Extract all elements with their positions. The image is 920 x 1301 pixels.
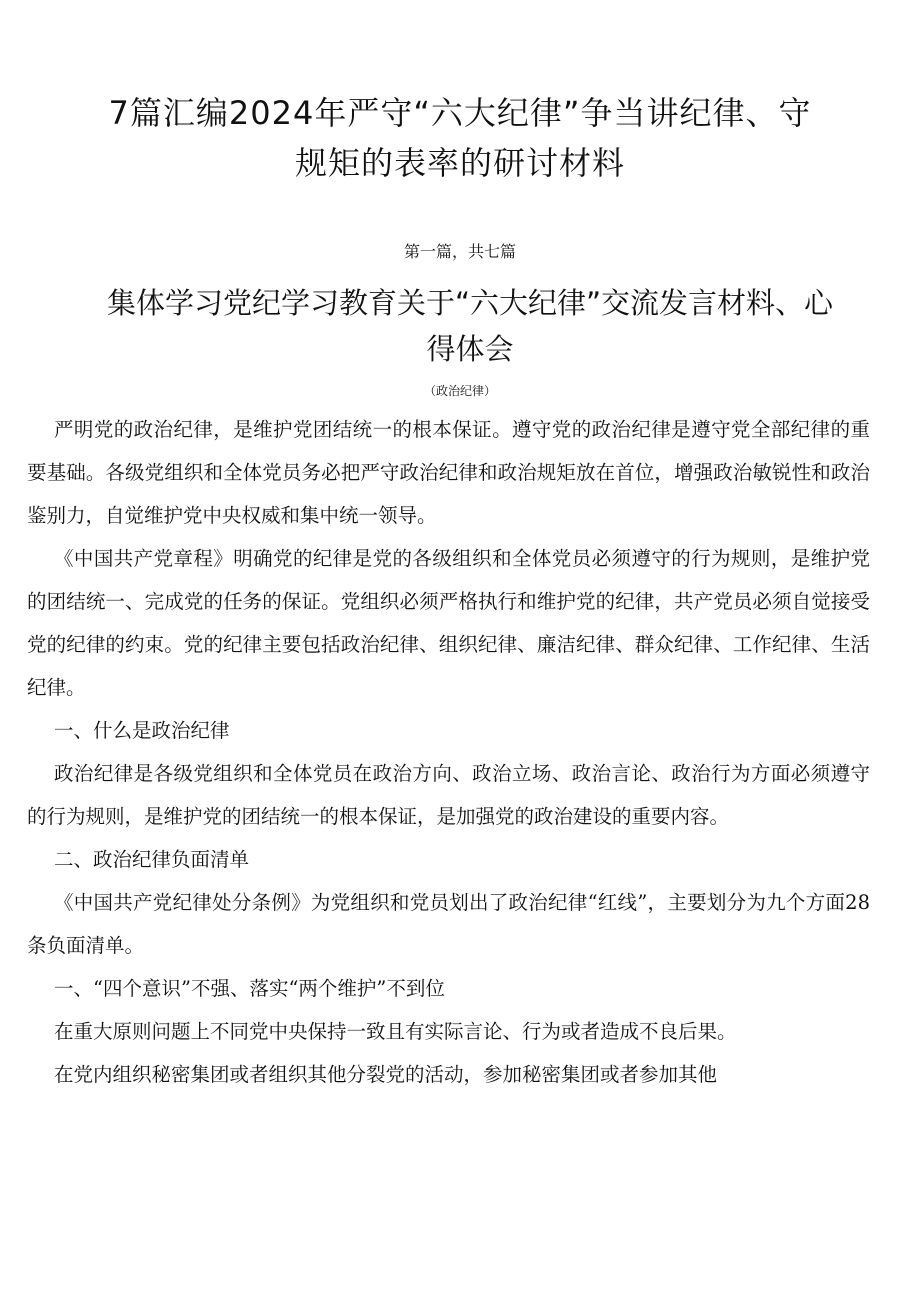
paragraph: 政治纪律是各级党组织和全体党员在政治方向、政治立场、政治言论、政治行为方面必须遵守的行为规则，是维护党的团结统一的根本保证，是加强党的政治建设的重要内容。 bbox=[27, 762, 870, 828]
document-title bbox=[60, 88, 860, 188]
body-text bbox=[27, 408, 870, 1096]
document-title-line-1: 7篇汇编2024年严守“六大纪律”争当讲纪律、守 bbox=[108, 94, 812, 132]
paragraph: 《中国共产党纪律处分条例》为党组织和党员划出了政治纪律“红线”，主要划分为九个方面28条负面清单。 bbox=[27, 891, 870, 957]
paragraph-heading: 一、“四个意识”不强、落实“两个维护”不到位 bbox=[54, 977, 445, 1000]
article-title-line-2: 得体会 bbox=[426, 332, 514, 366]
part-label: 第一篇，共七篇 bbox=[403, 242, 516, 261]
paragraph: 严明党的政治纪律，是维护党团结统一的根本保证。遵守党的政治纪律是遵守党全部纪律的重要基础。各级党组织和全体党员务必把严守政治纪律和政治规矩放在首位，增强政治敏锐性和政治鉴别力，自觉维护党中央权威和集中统一领导。 bbox=[27, 418, 870, 527]
section-tag: （政治纪律） bbox=[423, 384, 496, 398]
paragraph-heading: 一、什么是政治纪律 bbox=[54, 719, 230, 742]
paragraph: 在重大原则问题上不同党中央保持一致且有实际言论、行为或者造成不良后果。 bbox=[54, 1020, 737, 1043]
paragraph: 在党内组织秘密集团或者组织其他分裂党的活动，参加秘密集团或者参加其他 bbox=[54, 1063, 718, 1086]
paragraph: 《中国共产党章程》明确党的纪律是党的各级组织和全体党员必须遵守的行为规则，是维护党的团结统一、完成党的任务的保证。党组织必须严格执行和维护党的纪律，共产党员必须自觉接受党的纪律的约束。党的纪律主要包括政治纪律、组织纪律、廉洁纪律、群众纪律、工作纪律、生活纪律。 bbox=[27, 547, 870, 699]
paragraph-heading: 二、政治纪律负面清单 bbox=[54, 848, 250, 871]
document-title-line-2: 规矩的表率的研讨材料 bbox=[294, 144, 625, 182]
article-title-line-1: 集体学习党纪学习教育关于“六大纪律”交流发言材料、心 bbox=[106, 286, 834, 320]
article-title bbox=[80, 280, 860, 372]
